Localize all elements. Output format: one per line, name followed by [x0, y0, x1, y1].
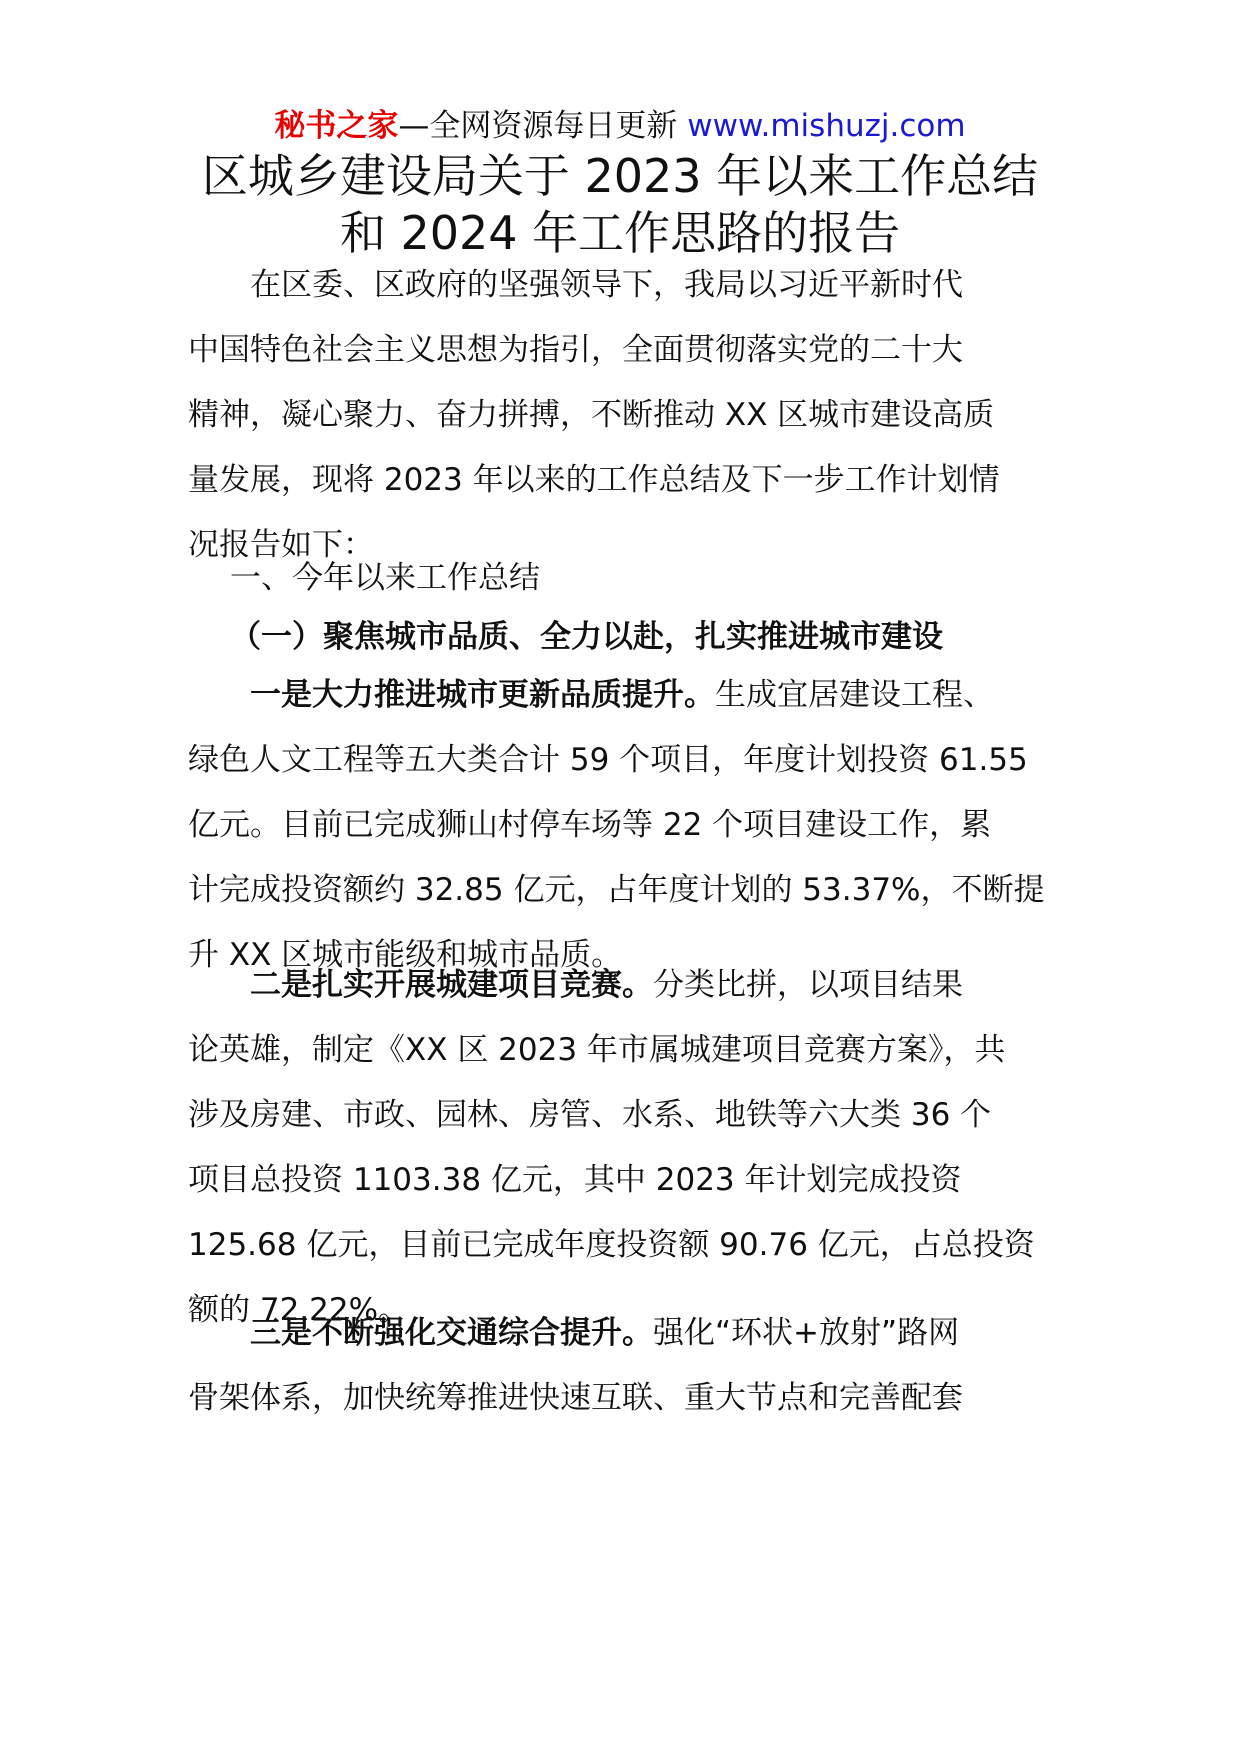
- paragraph-line: 125.68 亿元，目前已完成年度投资额 90.76 亿元，占总投资: [188, 1227, 1035, 1263]
- paragraph-line: 亿元。目前已完成狮山村停车场等 22 个项目建设工作，累: [188, 807, 992, 843]
- paragraph-line: 涉及房建、市政、园林、房管、水系、地铁等六大类 36 个: [188, 1097, 992, 1133]
- intro-line: 中国特色社会主义思想为指引，全面贯彻落实党的二十大: [188, 332, 963, 368]
- paragraph-first-line: [188, 953, 1068, 1018]
- intro-line: 况报告如下：: [188, 527, 374, 563]
- paragraph-lead: 三是不断强化交通综合提升。: [250, 1315, 653, 1351]
- paragraph-line: 额的 72.22%。: [188, 1292, 410, 1328]
- paragraph-lead: 一是大力推进城市更新品质提升。: [250, 677, 715, 713]
- paragraph-text: 生成宜居建设工程、: [715, 677, 994, 713]
- paragraph-line: 骨架体系，加快统筹推进快速互联、重大节点和完善配套: [188, 1380, 963, 1416]
- paragraph-text: 强化“环状+放射”路网: [653, 1315, 960, 1351]
- paragraph-urban-renewal: [188, 663, 1068, 988]
- paragraph-line: 项目总投资 1103.38 亿元，其中 2023 年计划完成投资: [188, 1162, 962, 1198]
- paragraph-first-line: [188, 663, 1068, 728]
- intro-line: 在区委、区政府的坚强领导下，我局以习近平新时代: [250, 267, 963, 303]
- header-tagline: —全网资源每日更新: [398, 108, 688, 144]
- brand-name: 秘书之家: [274, 108, 399, 144]
- paragraph-line: 论英雄，制定《XX 区 2023 年市属城建项目竞赛方案》，共: [188, 1032, 1006, 1068]
- section-heading: 一、今年以来工作总结: [230, 560, 540, 596]
- paragraph-line: 绿色人文工程等五大类合计 59 个项目，年度计划投资 61.55: [188, 742, 1028, 778]
- site-url-link[interactable]: www.mishuzj.com: [687, 108, 966, 144]
- paragraph-traffic: [188, 1301, 1068, 1431]
- paragraph-line: 计完成投资额约 32.85 亿元，占年度计划的 53.37%，不断提: [188, 872, 1045, 908]
- paragraph-line: 升 XX 区城市能级和城市品质。: [188, 937, 623, 973]
- intro-line: 量发展，现将 2023 年以来的工作总结及下一步工作计划情: [188, 462, 1000, 498]
- paragraph-project-competition: [188, 953, 1068, 1343]
- document-title-line-1: 区城乡建设局关于 2023 年以来工作总结: [201, 149, 1039, 203]
- site-header: [0, 104, 1240, 148]
- paragraph-first-line: [188, 1301, 1068, 1366]
- subsection-heading: （一）聚焦城市品质、全力以赴，扎实推进城市建设: [230, 619, 943, 655]
- paragraph-lead: 二是扎实开展城建项目竞赛。: [250, 967, 653, 1003]
- intro-line: 精神，凝心聚力、奋力拼搏，不断推动 XX 区城市建设高质: [188, 397, 995, 433]
- document-title-line-2: 和 2024 年工作思路的报告: [339, 206, 901, 260]
- intro-paragraph: [188, 253, 1068, 578]
- paragraph-text: 分类比拼，以项目结果: [653, 967, 963, 1003]
